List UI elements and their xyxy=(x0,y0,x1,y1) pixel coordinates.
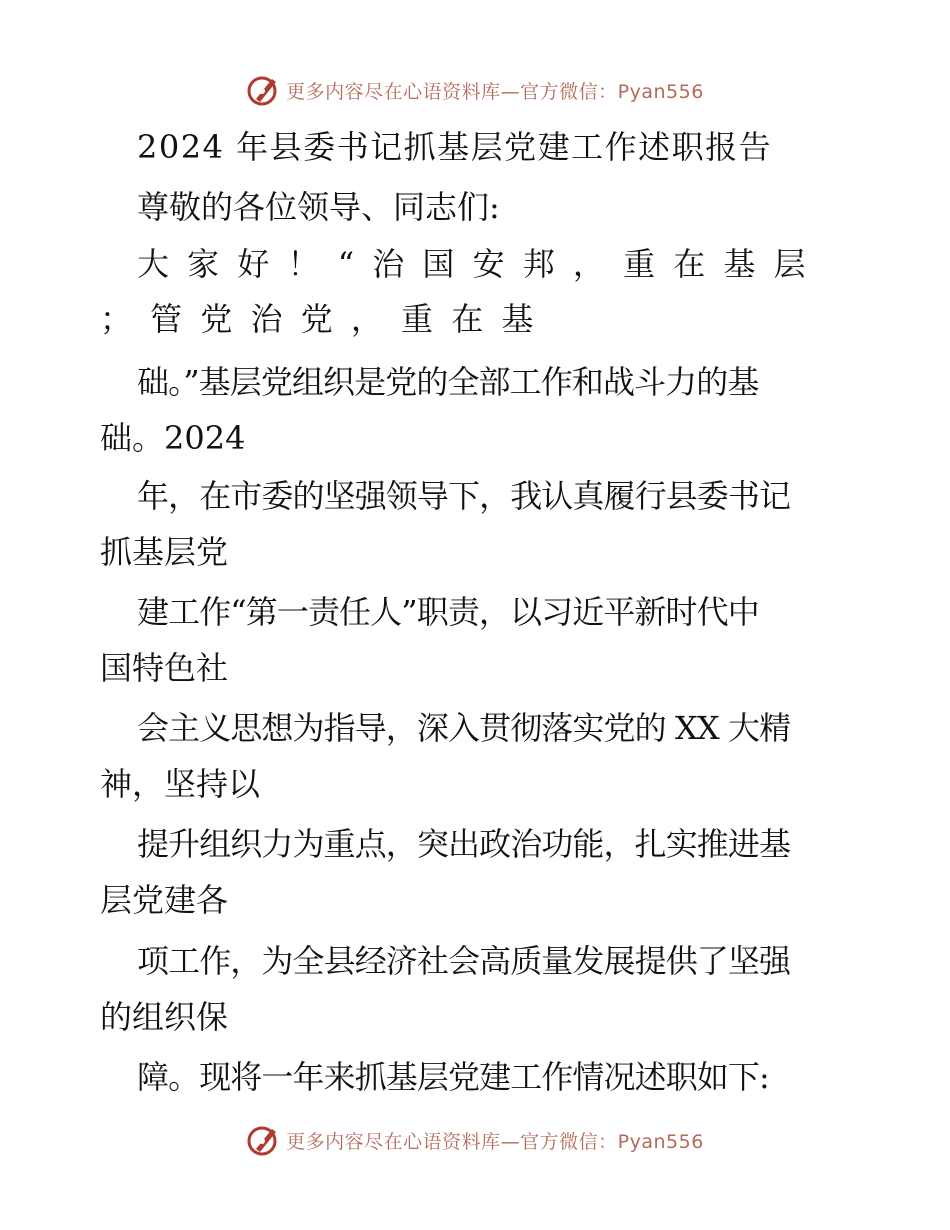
text-line: 础。2024 xyxy=(100,419,246,457)
text-line: 提升组织力为重点，突出政治功能，扎实推进基 xyxy=(137,825,791,863)
text-line: ； 管 党 治 党 ， 重 在 基 xyxy=(100,300,538,338)
watermark-text: 更多内容尽在心语资料库—官方微信：Pyan556 xyxy=(286,80,704,103)
text-line: 大 家 好 ！ “ 治 国 安 邦 ， 重 在 基 层 xyxy=(137,245,810,283)
text-line: 障。现将一年来抓基层党建工作情况述职如下: xyxy=(137,1058,769,1096)
text-line: 的组织保 xyxy=(100,998,229,1036)
text-line: 神，坚持以 xyxy=(100,765,261,803)
text-line: 年，在市委的坚强领导下，我认真履行县委书记 xyxy=(137,477,791,515)
text-line: 建工作“第一责任人”职责，以习近平新时代中 xyxy=(137,593,759,631)
text-line: 会主义思想为指导，深入贯彻落实党的 XX 大精 xyxy=(137,709,791,747)
watermark-footer xyxy=(0,1122,950,1158)
watermark-text: 更多内容尽在心语资料库—官方微信：Pyan556 xyxy=(286,1130,704,1153)
text-line: 础。”基层党组织是党的全部工作和战斗力的基 xyxy=(137,363,759,401)
text-line: 国特色社 xyxy=(100,649,229,687)
pen-logo-icon xyxy=(246,1123,280,1157)
text-line: 尊敬的各位领导、同志们: xyxy=(137,188,500,226)
text-line: 抓基层党 xyxy=(100,533,229,571)
document-title: 2024 年县委书记抓基层党建工作述职报告 xyxy=(137,128,773,166)
text-line: 层党建各 xyxy=(100,881,229,919)
text-line: 项工作，为全县经济社会高质量发展提供了坚强 xyxy=(137,942,791,980)
